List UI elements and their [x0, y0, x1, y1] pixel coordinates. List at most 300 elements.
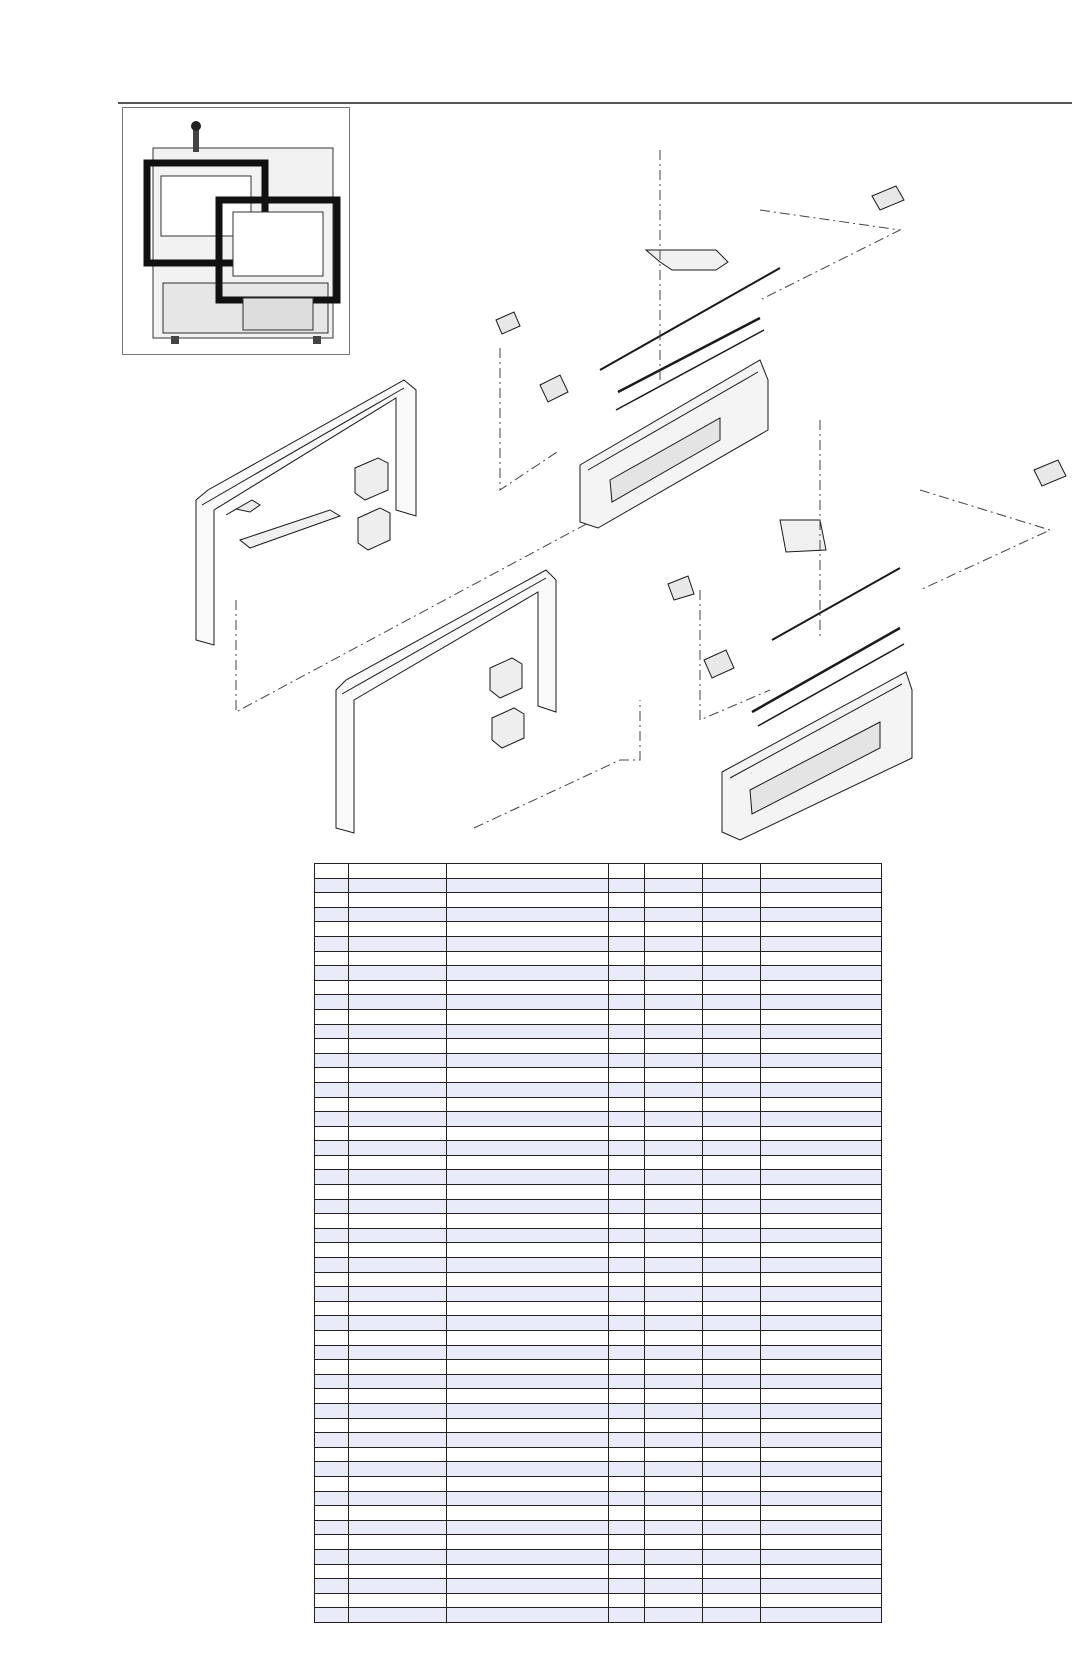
table-cell: [703, 936, 761, 951]
table-cell: [315, 1214, 349, 1229]
table-cell: [761, 995, 882, 1010]
table-cell: [761, 1433, 882, 1448]
table-cell: [609, 1199, 645, 1214]
table-cell: [609, 1287, 645, 1302]
table-cell: [349, 1331, 447, 1346]
table-cell: [645, 1301, 703, 1316]
table-row: [315, 864, 882, 879]
table-cell: [349, 1564, 447, 1579]
table-cell: [315, 1433, 349, 1448]
table-cell: [609, 1112, 645, 1127]
table-cell: [315, 1170, 349, 1185]
table-cell: [315, 1141, 349, 1156]
table-cell: [645, 864, 703, 879]
table-cell: [609, 864, 645, 879]
table-cell: [645, 1024, 703, 1039]
table-cell: [703, 1433, 761, 1448]
table-cell: [761, 1009, 882, 1024]
table-cell: [645, 893, 703, 908]
table-cell: [645, 951, 703, 966]
table-row: [315, 1593, 882, 1608]
table-cell: [761, 1199, 882, 1214]
table-row: [315, 1228, 882, 1243]
table-cell: [703, 1287, 761, 1302]
table-cell: [609, 1535, 645, 1550]
table-cell: [349, 1301, 447, 1316]
table-row: [315, 1272, 882, 1287]
table-cell: [447, 1272, 609, 1287]
table-cell: [609, 1170, 645, 1185]
table-cell: [761, 1141, 882, 1156]
table-cell: [703, 1331, 761, 1346]
table-cell: [703, 1447, 761, 1462]
table-cell: [703, 1097, 761, 1112]
table-cell: [315, 936, 349, 951]
table-cell: [315, 1491, 349, 1506]
table-cell: [349, 922, 447, 937]
table-cell: [645, 1476, 703, 1491]
table-cell: [609, 1316, 645, 1331]
table-cell: [609, 1009, 645, 1024]
table-cell: [645, 1389, 703, 1404]
table-cell: [703, 1535, 761, 1550]
table-cell: [609, 951, 645, 966]
table-cell: [703, 1593, 761, 1608]
table-cell: [645, 1593, 703, 1608]
table-cell: [349, 1068, 447, 1083]
table-cell: [761, 1564, 882, 1579]
table-cell: [761, 980, 882, 995]
table-cell: [315, 1535, 349, 1550]
table-cell: [703, 1053, 761, 1068]
table-cell: [349, 951, 447, 966]
table-cell: [447, 1433, 609, 1448]
table-cell: [703, 1564, 761, 1579]
table-cell: [349, 936, 447, 951]
table-cell: [349, 1491, 447, 1506]
table-cell: [609, 1141, 645, 1156]
table-cell: [609, 1272, 645, 1287]
table-cell: [315, 1389, 349, 1404]
table-cell: [349, 1476, 447, 1491]
table-cell: [447, 1068, 609, 1083]
table-cell: [349, 1418, 447, 1433]
table-cell: [315, 1199, 349, 1214]
table-cell: [609, 1389, 645, 1404]
table-cell: [645, 1549, 703, 1564]
table-cell: [703, 1316, 761, 1331]
table-cell: [703, 1506, 761, 1521]
table-cell: [609, 1258, 645, 1273]
table-cell: [315, 878, 349, 893]
table-cell: [447, 1608, 609, 1623]
table-cell: [349, 1185, 447, 1200]
table-cell: [645, 1155, 703, 1170]
table-cell: [645, 1053, 703, 1068]
table-row: [315, 878, 882, 893]
table-cell: [349, 1024, 447, 1039]
table-cell: [609, 1593, 645, 1608]
table-cell: [645, 1374, 703, 1389]
table-cell: [447, 1141, 609, 1156]
table-cell: [349, 1155, 447, 1170]
table-cell: [447, 1039, 609, 1054]
table-cell: [761, 1155, 882, 1170]
table-row: [315, 1608, 882, 1623]
table-cell: [645, 1506, 703, 1521]
parts-list-table: [314, 863, 882, 1623]
table-cell: [703, 1549, 761, 1564]
table-cell: [703, 1418, 761, 1433]
table-cell: [315, 1126, 349, 1141]
table-cell: [703, 1301, 761, 1316]
table-cell: [315, 1331, 349, 1346]
table-cell: [703, 1185, 761, 1200]
table-row: [315, 1520, 882, 1535]
table-row: [315, 1141, 882, 1156]
table-cell: [349, 893, 447, 908]
table-cell: [645, 1214, 703, 1229]
table-cell: [761, 907, 882, 922]
table-cell: [447, 1097, 609, 1112]
table-cell: [349, 1316, 447, 1331]
table-cell: [761, 1476, 882, 1491]
table-cell: [349, 1535, 447, 1550]
table-cell: [349, 1112, 447, 1127]
table-cell: [315, 1155, 349, 1170]
table-cell: [447, 980, 609, 995]
table-cell: [447, 878, 609, 893]
table-cell: [609, 1082, 645, 1097]
table-cell: [447, 1374, 609, 1389]
table-row: [315, 1491, 882, 1506]
table-cell: [645, 922, 703, 937]
table-cell: [609, 1068, 645, 1083]
table-cell: [761, 1491, 882, 1506]
table-cell: [761, 1214, 882, 1229]
table-cell: [609, 1360, 645, 1375]
table-cell: [447, 1491, 609, 1506]
table-cell: [703, 1491, 761, 1506]
table-cell: [645, 1462, 703, 1477]
table-cell: [315, 1243, 349, 1258]
table-cell: [609, 966, 645, 981]
table-cell: [645, 878, 703, 893]
table-cell: [315, 1228, 349, 1243]
table-cell: [609, 1476, 645, 1491]
table-cell: [761, 1039, 882, 1054]
table-row: [315, 1199, 882, 1214]
table-cell: [349, 966, 447, 981]
table-row: [315, 907, 882, 922]
table-cell: [703, 1579, 761, 1594]
table-cell: [447, 1214, 609, 1229]
table-cell: [447, 1389, 609, 1404]
table-cell: [315, 1564, 349, 1579]
table-cell: [315, 1287, 349, 1302]
table-row: [315, 1243, 882, 1258]
table-cell: [315, 1258, 349, 1273]
table-cell: [645, 1447, 703, 1462]
table-cell: [609, 1039, 645, 1054]
table-cell: [645, 1360, 703, 1375]
table-cell: [645, 1068, 703, 1083]
table-cell: [349, 980, 447, 995]
table-cell: [447, 1243, 609, 1258]
table-row: [315, 1170, 882, 1185]
table-cell: [349, 995, 447, 1010]
table-cell: [315, 1068, 349, 1083]
table-cell: [447, 1199, 609, 1214]
table-cell: [703, 1170, 761, 1185]
table-cell: [761, 1331, 882, 1346]
table-cell: [609, 1433, 645, 1448]
table-row: [315, 1316, 882, 1331]
table-row: [315, 1506, 882, 1521]
table-cell: [703, 1389, 761, 1404]
table-cell: [315, 1301, 349, 1316]
table-row: [315, 1126, 882, 1141]
table-row: [315, 1389, 882, 1404]
table-cell: [609, 1506, 645, 1521]
table-cell: [645, 1082, 703, 1097]
table-cell: [447, 1024, 609, 1039]
table-cell: [761, 1520, 882, 1535]
table-cell: [349, 1579, 447, 1594]
table-cell: [447, 893, 609, 908]
table-cell: [761, 864, 882, 879]
table-cell: [761, 1535, 882, 1550]
table-cell: [703, 1345, 761, 1360]
table-row: [315, 1185, 882, 1200]
table-cell: [349, 1126, 447, 1141]
table-row: [315, 1447, 882, 1462]
table-cell: [761, 922, 882, 937]
table-cell: [447, 1228, 609, 1243]
table-cell: [315, 1316, 349, 1331]
table-cell: [703, 1272, 761, 1287]
table-cell: [761, 1447, 882, 1462]
table-cell: [315, 1418, 349, 1433]
table-cell: [349, 1097, 447, 1112]
table-row: [315, 1155, 882, 1170]
table-cell: [349, 1009, 447, 1024]
table-cell: [609, 907, 645, 922]
table-cell: [349, 1462, 447, 1477]
table-cell: [315, 1009, 349, 1024]
table-cell: [447, 1185, 609, 1200]
table-cell: [703, 1039, 761, 1054]
table-cell: [645, 1126, 703, 1141]
table-cell: [349, 1433, 447, 1448]
table-cell: [761, 1126, 882, 1141]
upper-carriage-casting: [580, 318, 768, 528]
table-cell: [645, 1579, 703, 1594]
table-cell: [315, 1345, 349, 1360]
table-cell: [703, 1082, 761, 1097]
table-cell: [761, 1506, 882, 1521]
table-cell: [349, 1549, 447, 1564]
table-row: [315, 1345, 882, 1360]
table-cell: [609, 1228, 645, 1243]
table-cell: [645, 1185, 703, 1200]
table-cell: [645, 936, 703, 951]
table-cell: [349, 1053, 447, 1068]
table-cell: [609, 980, 645, 995]
table-cell: [761, 1243, 882, 1258]
table-cell: [609, 878, 645, 893]
table-cell: [761, 1345, 882, 1360]
table-cell: [315, 1608, 349, 1623]
table-cell: [761, 1258, 882, 1273]
table-row: [315, 1418, 882, 1433]
table-row: [315, 1433, 882, 1448]
table-cell: [703, 1243, 761, 1258]
table-cell: [761, 1608, 882, 1623]
table-cell: [761, 966, 882, 981]
table-cell: [315, 1185, 349, 1200]
table-cell: [761, 1112, 882, 1127]
table-cell: [447, 1331, 609, 1346]
table-cell: [315, 1082, 349, 1097]
table-cell: [447, 995, 609, 1010]
table-cell: [315, 1272, 349, 1287]
table-cell: [447, 1126, 609, 1141]
table-cell: [703, 1476, 761, 1491]
table-cell: [645, 1287, 703, 1302]
table-cell: [349, 1082, 447, 1097]
table-cell: [315, 1549, 349, 1564]
table-cell: [349, 1258, 447, 1273]
table-cell: [645, 907, 703, 922]
table-cell: [761, 1316, 882, 1331]
table-cell: [703, 1068, 761, 1083]
table-cell: [609, 1126, 645, 1141]
table-cell: [703, 1520, 761, 1535]
table-cell: [703, 995, 761, 1010]
table-cell: [703, 1199, 761, 1214]
table-cell: [349, 1345, 447, 1360]
table-cell: [349, 1199, 447, 1214]
table-cell: [609, 1331, 645, 1346]
table-cell: [645, 1272, 703, 1287]
table-cell: [609, 1491, 645, 1506]
table-cell: [761, 1579, 882, 1594]
table-cell: [349, 1272, 447, 1287]
table-cell: [761, 1389, 882, 1404]
table-cell: [349, 907, 447, 922]
table-cell: [645, 1535, 703, 1550]
table-cell: [761, 878, 882, 893]
table-cell: [703, 1228, 761, 1243]
table-cell: [761, 1593, 882, 1608]
table-cell: [315, 1097, 349, 1112]
table-cell: [349, 1520, 447, 1535]
table-cell: [349, 1374, 447, 1389]
table-cell: [645, 1316, 703, 1331]
table-cell: [447, 951, 609, 966]
table-cell: [447, 1316, 609, 1331]
table-cell: [761, 1374, 882, 1389]
table-cell: [609, 1549, 645, 1564]
table-cell: [609, 1520, 645, 1535]
table-cell: [703, 1360, 761, 1375]
front-gantry-frame: [336, 570, 556, 833]
table-cell: [609, 1301, 645, 1316]
table-cell: [349, 1403, 447, 1418]
table-cell: [609, 1185, 645, 1200]
table-cell: [609, 995, 645, 1010]
table-cell: [349, 1360, 447, 1375]
table-cell: [761, 1403, 882, 1418]
table-row: [315, 980, 882, 995]
table-row: [315, 1331, 882, 1346]
table-cell: [761, 1228, 882, 1243]
table-cell: [315, 995, 349, 1010]
table-cell: [703, 951, 761, 966]
table-cell: [761, 1360, 882, 1375]
table-cell: [609, 1053, 645, 1068]
table-cell: [609, 1243, 645, 1258]
table-cell: [447, 1564, 609, 1579]
table-cell: [447, 1301, 609, 1316]
table-cell: [315, 864, 349, 879]
table-cell: [609, 1564, 645, 1579]
table-cell: [761, 1287, 882, 1302]
table-cell: [349, 1593, 447, 1608]
table-cell: [447, 1447, 609, 1462]
table-cell: [609, 922, 645, 937]
table-cell: [609, 1447, 645, 1462]
table-cell: [645, 1228, 703, 1243]
table-cell: [645, 1170, 703, 1185]
table-cell: [315, 1593, 349, 1608]
table-cell: [315, 1462, 349, 1477]
table-cell: [761, 1068, 882, 1083]
table-cell: [447, 1520, 609, 1535]
table-row: [315, 1112, 882, 1127]
table-cell: [761, 1418, 882, 1433]
table-cell: [447, 1418, 609, 1433]
table-cell: [645, 995, 703, 1010]
table-cell: [349, 1608, 447, 1623]
table-cell: [645, 1039, 703, 1054]
table-cell: [609, 1345, 645, 1360]
table-row: [315, 1462, 882, 1477]
table-cell: [645, 1403, 703, 1418]
table-row: [315, 1053, 882, 1068]
table-cell: [447, 1476, 609, 1491]
table-cell: [703, 893, 761, 908]
table-cell: [447, 1053, 609, 1068]
table-cell: [349, 1141, 447, 1156]
table-cell: [349, 1228, 447, 1243]
table-row: [315, 1287, 882, 1302]
table-cell: [315, 1476, 349, 1491]
table-cell: [609, 1462, 645, 1477]
upper-ballscrew-assembly: [496, 186, 904, 402]
table-cell: [703, 1462, 761, 1477]
table-cell: [703, 1009, 761, 1024]
table-cell: [447, 1155, 609, 1170]
table-cell: [609, 1097, 645, 1112]
table-row: [315, 1301, 882, 1316]
table-cell: [645, 1243, 703, 1258]
table-row: [315, 1258, 882, 1273]
table-cell: [609, 936, 645, 951]
table-cell: [645, 1331, 703, 1346]
table-cell: [703, 966, 761, 981]
